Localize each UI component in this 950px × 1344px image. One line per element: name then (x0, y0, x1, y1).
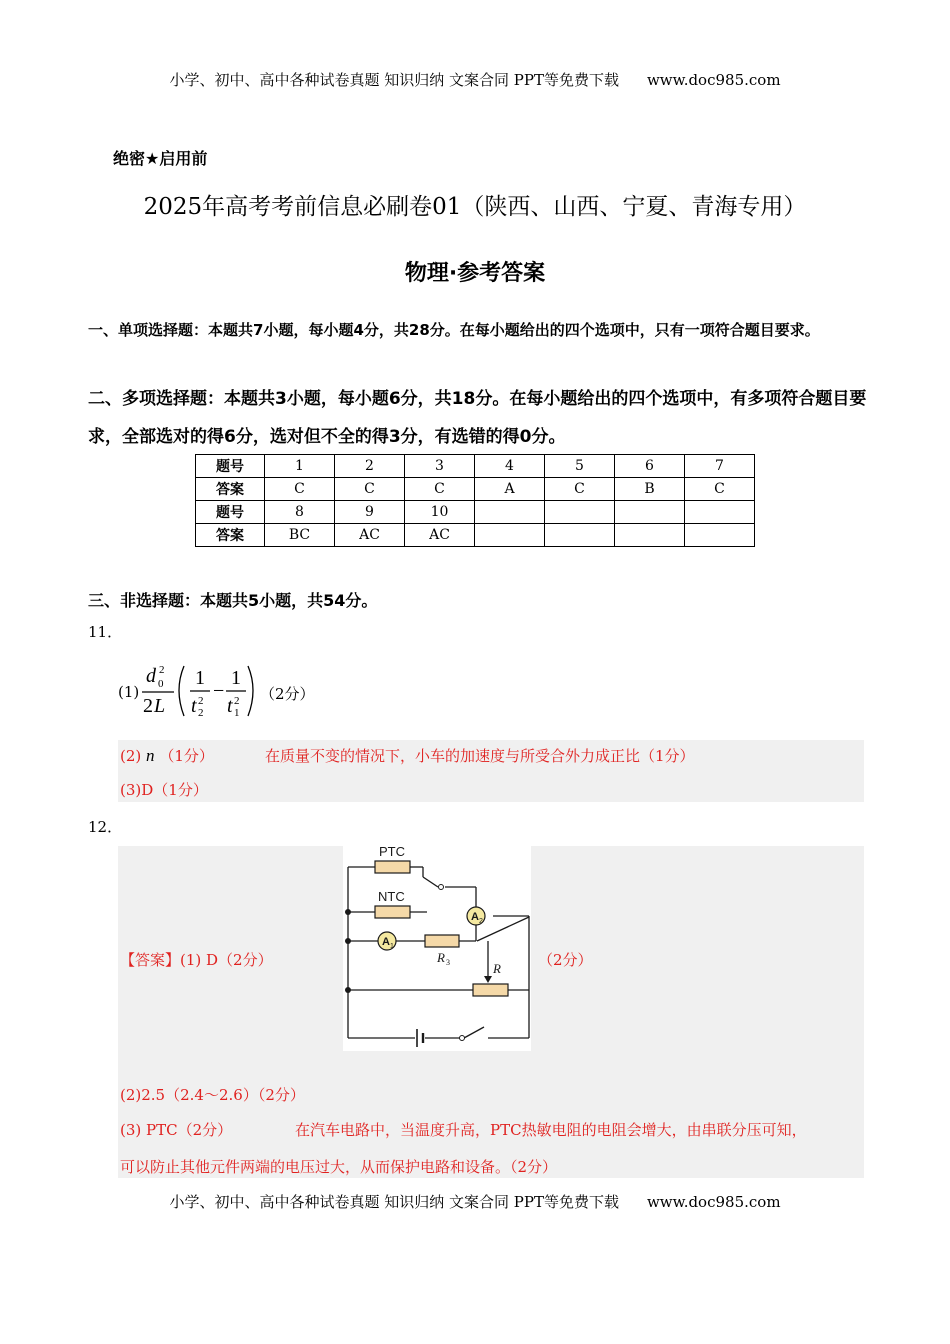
formula-t1-sub: 1 (234, 707, 240, 719)
answer-table-cell: 6 (615, 455, 685, 478)
answer-table-cell: C (545, 478, 615, 501)
q11-part3: (3)D（1分） (120, 781, 208, 799)
ptc-resistor (375, 861, 410, 873)
q11-part2 (120, 745, 214, 766)
answer-table-cell: AC (405, 524, 475, 547)
label-a2-sub: 2 (479, 918, 483, 925)
label-r: R (493, 961, 501, 976)
wire-a2-diag (477, 917, 529, 941)
answer-table-cell: B (615, 478, 685, 501)
circuit-diagram (343, 845, 531, 1051)
page-subtitle: 物理·参考答案 (404, 261, 546, 286)
answer-table-cell: C (405, 478, 475, 501)
formula-L: L (154, 695, 166, 717)
formula-d-exp: 2 (159, 664, 165, 676)
answer-table-row-header: 题号 (196, 455, 265, 478)
answer-table-cell (545, 501, 615, 524)
formula-d: d (146, 665, 156, 687)
label-a1: A (382, 936, 390, 948)
answer-table-cell: 7 (685, 455, 755, 478)
q11-answer-box (118, 740, 864, 802)
answer-table-cell: BC (265, 524, 335, 547)
label-ptc: PTC (379, 845, 405, 859)
r3-resistor (425, 935, 459, 947)
formula-right-paren (248, 666, 253, 716)
q12-part2: (2)2.5（2.4～2.6）（2分） (120, 1086, 305, 1104)
formula-one-b: 1 (231, 667, 241, 689)
switch-main-blade (464, 1027, 484, 1038)
section-2-heading: 二、多项选择题：本题共3小题，每小题6分，共18分。在每小题给出的四个选项中，有多项符合题目要求，全部选对的得6分，选对但不全的得3分，有选错的得0分。 (88, 389, 867, 447)
circuit-svg (343, 845, 531, 1051)
answer-table-cell (475, 501, 545, 524)
answer-table-cell (615, 524, 685, 547)
q12-answer-tag: 【答案】 (120, 951, 181, 969)
formula-t1: t (227, 695, 233, 717)
switch-main-contact (460, 1036, 465, 1041)
header-url[interactable]: www.doc985.com (646, 71, 781, 89)
answer-table-cell: 1 (265, 455, 335, 478)
q11-part2-score: （1分） (159, 747, 214, 765)
q11-part1-score: （2分） (260, 685, 315, 703)
answer-table-row (196, 455, 755, 478)
slider-arrow (484, 976, 492, 983)
answer-table-cell (615, 501, 685, 524)
answer-table-cell: 8 (265, 501, 335, 524)
section-1-heading: 一、单项选择题：本题共7小题，每小题4分，共28分。在每小题给出的四个选项中，只有一项符合题目要求。 (88, 321, 820, 339)
formula-left-paren (179, 666, 184, 716)
q11-part1-label: (1) (118, 683, 140, 701)
q11-part2-text: 在质量不变的情况下，小车的加速度与所受合外力成正比（1分） (265, 747, 695, 765)
formula-one-a: 1 (195, 667, 205, 689)
answer-table-cell (475, 524, 545, 547)
section-3-heading: 三、非选择题：本题共5小题，共54分。 (88, 591, 378, 610)
ntc-resistor (375, 906, 410, 918)
q11-part2-var: n (146, 746, 155, 765)
q12-part3-label: (3) PTC（2分） (120, 1121, 233, 1139)
formula-t2: t (191, 695, 197, 717)
answer-table-cell: 9 (335, 501, 405, 524)
footer-url[interactable]: www.doc985.com (646, 1193, 781, 1211)
question-12-number: 12． (88, 818, 123, 836)
q12-part3-text2: 可以防止其他元件两端的电压过大，从而保护电路和设备。（2分） (120, 1158, 558, 1176)
answer-table-cell: C (335, 478, 405, 501)
label-a2: A (471, 911, 479, 923)
formula-t2-exp: 2 (198, 695, 204, 707)
q12-part1 (120, 949, 273, 970)
page-footer (0, 1191, 950, 1212)
formula-d-sub: 0 (158, 678, 164, 690)
formula-2: 2 (143, 695, 153, 717)
switch-ptc-blade (423, 877, 438, 887)
secret-label: 绝密★启用前 (113, 149, 208, 168)
header-text: 小学、初中、高中各种试卷真题 知识归纳 文案合同 PPT等免费下载 (169, 71, 619, 89)
label-a1-sub: 1 (390, 943, 394, 950)
label-r3: R (437, 950, 445, 965)
answer-table-row-header: 答案 (196, 524, 265, 547)
q11-formula (140, 660, 260, 720)
answer-table-row-header: 答案 (196, 478, 265, 501)
answer-table-row (196, 478, 755, 501)
q11-part2-label: (2) (120, 747, 142, 765)
label-r3-sub: 3 (446, 958, 450, 967)
slider-resistor (473, 984, 508, 996)
answer-table-row (196, 501, 755, 524)
answer-table-cell: 2 (335, 455, 405, 478)
answer-table-cell: AC (335, 524, 405, 547)
answer-table-cell (685, 501, 755, 524)
answer-table-row-header: 题号 (196, 501, 265, 524)
answer-table-cell: 3 (405, 455, 475, 478)
footer-text: 小学、初中、高中各种试卷真题 知识归纳 文案合同 PPT等免费下载 (169, 1193, 619, 1211)
junction-dot (345, 938, 351, 944)
page-header (0, 69, 950, 90)
label-ntc: NTC (378, 889, 405, 904)
answer-table-cell: A (475, 478, 545, 501)
page-title: 2025年高考考前信息必刷卷01（陕西、山西、宁夏、青海专用） (143, 194, 807, 220)
junction-dot (345, 987, 351, 993)
answer-table-cell: C (685, 478, 755, 501)
answer-table-row (196, 524, 755, 547)
formula-minus: − (213, 680, 225, 702)
junction-dot (345, 909, 351, 915)
q12-part3-text1: 在汽车电路中，当温度升高，PTC热敏电阻的电阻会增大，由串联分压可知， (295, 1121, 807, 1139)
question-11-number: 11． (88, 623, 123, 641)
formula-t1-exp: 2 (234, 695, 240, 707)
answer-table-cell: C (265, 478, 335, 501)
q12-part1-score: （2分） (538, 951, 593, 969)
answer-table-cell: 10 (405, 501, 475, 524)
answer-table-cell: 5 (545, 455, 615, 478)
answer-table-cell (685, 524, 755, 547)
answer-table-cell: 4 (475, 455, 545, 478)
answer-table (195, 454, 755, 547)
answer-table-cell (545, 524, 615, 547)
q12-part1-text: (1) D（2分） (180, 951, 273, 969)
switch-ptc-contact (439, 885, 444, 890)
formula-t2-sub: 2 (198, 707, 204, 719)
